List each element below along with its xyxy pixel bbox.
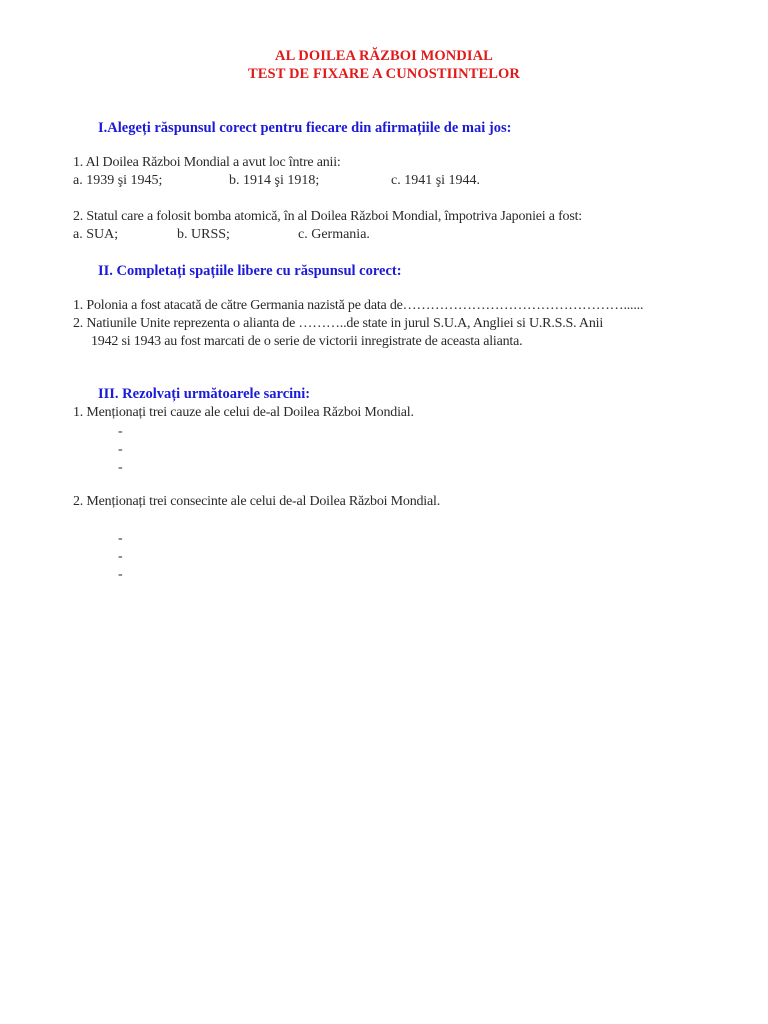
task-2-answer-blank: - — [118, 549, 123, 564]
task-1-answer-blank: - — [118, 460, 123, 475]
document-subtitle: TEST DE FIXARE A CUNOSTIINTELOR — [248, 66, 520, 82]
question-2-option-a: a. SUA; — [73, 227, 119, 242]
task-1-answer-blank: - — [118, 442, 123, 457]
section-2-heading: II. Completați spațiile libere cu răspunsul corect: — [98, 263, 402, 279]
question-2-option-c: c. Germania. — [298, 227, 370, 242]
task-1-answer-blank: - — [118, 424, 123, 439]
section-3-heading: III. Rezolvați următoarele sarcini: — [98, 386, 311, 402]
task-2-answer-blank: - — [118, 567, 123, 582]
fill-item-2: 2. Natiunile Unite reprezenta o alianta de ………..de state in jurul S.U.A, Angliei si U.R.S.S. Anii — [73, 316, 604, 331]
task-2: 2. Menționați trei consecinte ale celui de-al Doilea Război Mondial. — [73, 494, 440, 509]
question-1-option-b: b. 1914 şi 1918; — [229, 173, 320, 188]
question-1-option-c: c. 1941 şi 1944. — [391, 173, 481, 188]
fill-item-2-continued: 1942 si 1943 au fost marcati de o serie de victorii inregistrate de aceasta alianta. — [91, 334, 523, 349]
question-2: 2. Statul care a folosit bomba atomică, în al Doilea Război Mondial, împotriva Japoniei a fost: — [73, 209, 582, 224]
fill-item-1: 1. Polonia a fost atacată de către Germania nazistă pe data de…………………………………………...... — [73, 298, 644, 313]
document-title: AL DOILEA RĂZBOI MONDIAL — [275, 48, 493, 64]
question-1-option-a: a. 1939 şi 1945; — [73, 173, 163, 188]
task-2-answer-blank: - — [118, 531, 123, 546]
section-1-heading: I.Alegeți răspunsul corect pentru fiecare din afirmațiile de mai jos: — [98, 120, 512, 136]
question-2-option-b: b. URSS; — [177, 227, 230, 242]
question-1: 1. Al Doilea Război Mondial a avut loc între anii: — [73, 155, 341, 170]
task-1: 1. Menționați trei cauze ale celui de-al Doilea Război Mondial. — [73, 405, 414, 420]
